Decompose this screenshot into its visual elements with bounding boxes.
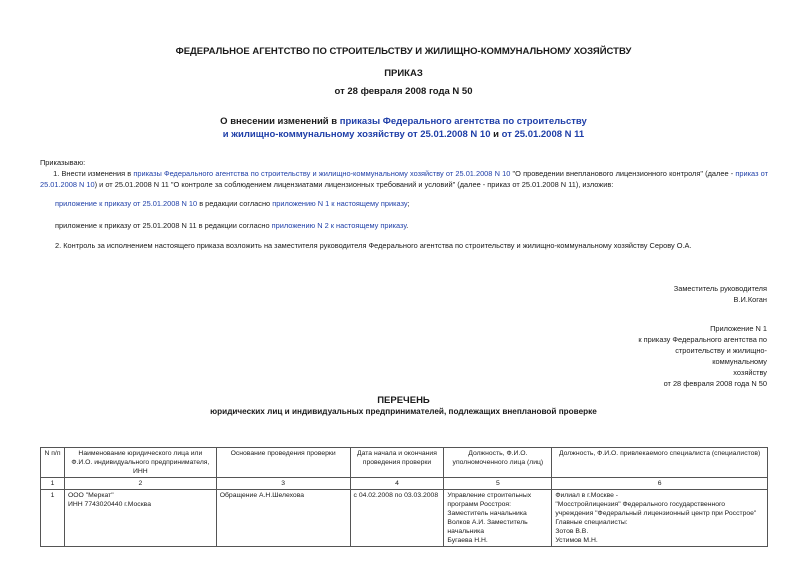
- column-number: 3: [216, 478, 350, 490]
- table-header-row: [41, 448, 768, 478]
- column-header: Должность, Ф.И.О. уполномоченного лица (лиц): [444, 448, 552, 478]
- document-type: ПРИКАЗ: [384, 68, 423, 79]
- subject-prefix: О внесении изменений в: [220, 116, 340, 127]
- column-number: 2: [64, 478, 216, 490]
- appendix-line-2: к приказу Федерального агентства по: [638, 335, 767, 344]
- organization-cell: [64, 490, 216, 547]
- column-header: Основание проведения проверки: [216, 448, 350, 478]
- specialist-line: Зотов В.В.: [555, 528, 589, 535]
- agency-title: ФЕДЕРАЛЬНОЕ АГЕНТСТВО ПО СТРОИТЕЛЬСТВУ И ЖИЛИЩНО-КОММУНАЛЬНОМУ ХОЗЯЙСТВУ: [175, 46, 632, 57]
- column-number: 1: [41, 478, 65, 490]
- p1-link-order-10[interactable]: приказ от 25.01.2008 N 10: [40, 169, 768, 189]
- app2-end: .: [406, 221, 409, 230]
- p1-text-b: "О проведении внепланового лицензионного контроля" (далее -: [510, 169, 736, 178]
- subject-link-order-10[interactable]: и жилищно-коммунальному хозяйству от 25.01.2008 N 10: [222, 129, 491, 140]
- row-number: 1: [41, 490, 65, 547]
- authorized-line: Заместитель начальника: [447, 510, 527, 517]
- p1-link-orders[interactable]: приказы Федерального агентства по строительству и жилищно-коммунальному хозяйству от 25.01.2008 N 10: [133, 169, 511, 178]
- p1-text-a: 1. Внести изменения в: [53, 169, 134, 178]
- signature-position: Заместитель руководителя: [673, 284, 767, 293]
- paragraph-2: 2. Контроль за исполнением настоящего приказа возложить на заместителя руководителя Федерального агентства по строительству и жилищно-коммунальному хозяйству Серову О.А.: [55, 241, 692, 250]
- p1-text-c: ) и от 25.01.2008 N 11 "О контроле за соблюдением лицензиатами лицензионных требований и условий" (далее - приказ от 25.01.2008 N 11), изложив:: [94, 180, 614, 189]
- specialist-line: Филиал в г.Москве -: [555, 492, 619, 499]
- specialists-cell: [552, 490, 768, 547]
- organization-name: ООО "Меркат": [67, 492, 114, 499]
- signature-block: [674, 283, 767, 305]
- link-appendix-1[interactable]: приложению N 1 к настоящему приказу: [272, 199, 408, 208]
- appendix-line-3: строительству и жилищно-коммунальному: [675, 346, 767, 366]
- appendix-header: [627, 323, 767, 389]
- column-number-row: [41, 478, 768, 490]
- specialist-line: Устимов М.Н.: [555, 537, 598, 544]
- link-appendix-order-10[interactable]: приложение к приказу от 25.01.2008 N 10: [55, 199, 198, 208]
- appendix-item-2: [55, 220, 408, 231]
- inspection-table: [40, 447, 768, 547]
- link-appendix-2[interactable]: приложению N 2 к настоящему приказу: [271, 221, 407, 230]
- appendix-line-5: от 28 февраля 2008 года N 50: [663, 379, 767, 388]
- list-title: ПЕРЕЧЕНЬ: [377, 395, 430, 406]
- authorized-persons-cell: [444, 490, 552, 547]
- list-subtitle: юридических лиц и индивидуальных предпринимателей, подлежащих внеплановой проверке: [210, 407, 597, 416]
- authorized-line: программ Росстроя:: [447, 501, 511, 508]
- authorized-line: начальника: [447, 528, 485, 535]
- authorized-line: Управление строительных: [447, 492, 532, 499]
- column-header: Должность, Ф.И.О. привлекаемого специалиста (специалистов): [552, 448, 768, 478]
- basis-cell: Обращение А.Н.Шелехова: [216, 490, 350, 547]
- dates-cell: с 04.02.2008 по 03.03.2008: [350, 490, 444, 547]
- intro-text: Приказываю:: [40, 158, 86, 167]
- app2-text: приложение к приказу от 25.01.2008 N 11 в редакции согласно: [55, 221, 272, 230]
- subject-link-orders[interactable]: приказы Федерального агентства по строительству: [339, 116, 587, 127]
- column-number: 4: [350, 478, 444, 490]
- table-row: [41, 490, 768, 547]
- specialist-line: Главные специалисты:: [555, 519, 628, 526]
- signature-name: В.И.Коган: [733, 295, 767, 304]
- column-header: Дата начала и окончания проведения проверки: [350, 448, 444, 478]
- column-header: Наименование юридического лица или Ф.И.О. индивидуального предпринимателя, ИНН: [64, 448, 216, 478]
- authorized-line: Бугаева Н.Н.: [447, 537, 488, 544]
- app1-end: ;: [407, 199, 410, 208]
- subject-link-order-11[interactable]: от 25.01.2008 N 11: [501, 129, 585, 140]
- column-header: N п/п: [41, 448, 65, 478]
- document-date: от 28 февраля 2008 года N 50: [334, 86, 473, 97]
- column-number: 5: [444, 478, 552, 490]
- organization-inn: ИНН 7743020440 г.Москва: [67, 501, 151, 508]
- column-number: 6: [552, 478, 768, 490]
- specialist-line: "Мосстройлицензия" Федерального государственного: [555, 501, 726, 508]
- paragraph-1: [40, 168, 768, 190]
- subject-conjunction: и: [490, 129, 502, 140]
- appendix-line-4: хозяйству: [733, 368, 767, 377]
- appendix-item-1: [55, 198, 410, 209]
- document-subject: [0, 115, 807, 141]
- app1-mid: в редакции согласно: [197, 199, 273, 208]
- specialist-line: учреждения "Федеральный лицензионный центр при Росстрое": [555, 510, 757, 517]
- authorized-line: Волков А.И. Заместитель: [447, 519, 528, 526]
- appendix-line-1: Приложение N 1: [710, 324, 767, 333]
